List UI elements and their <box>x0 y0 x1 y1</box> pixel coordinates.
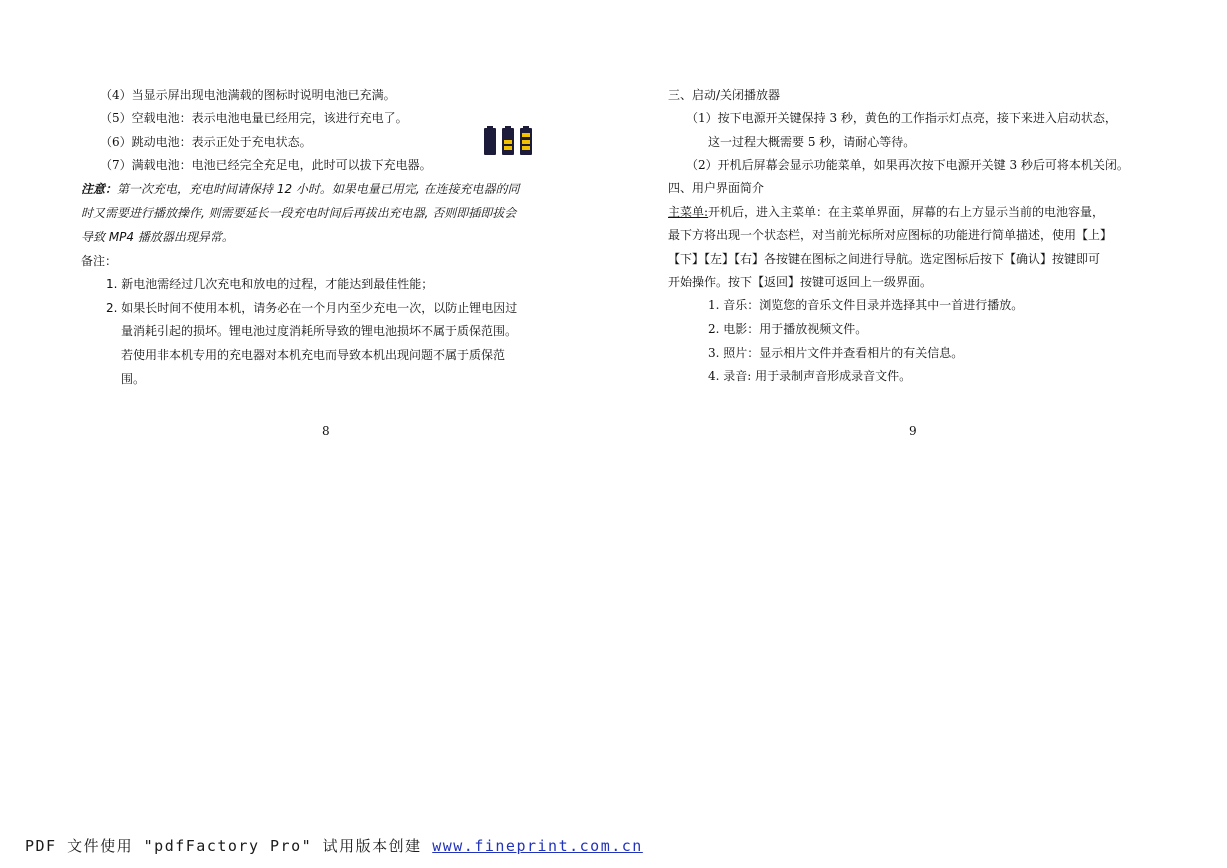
notice-line-1 <box>81 181 520 197</box>
main-menu-label: 主菜单: <box>668 205 709 219</box>
menu-item-movie: 2. 电影：用于播放视频文件。 <box>708 322 868 336</box>
section-4-title: 四、用户界面简介 <box>668 181 765 195</box>
notice-text-1: 第一次充电，充电时间请保持 12 小时。如果电量已用完, 在连接充电器的同 <box>117 182 520 196</box>
notice-label: 注意： <box>81 182 118 196</box>
footer-text: PDF 文件使用 "pdfFactory Pro" 试用版本创建 <box>25 837 433 855</box>
menu-item-record: 4. 录音: 用于录制声音形成录音文件。 <box>708 369 912 383</box>
main-menu-line-2: 最下方将出现一个状态栏，对当前光标所对应图标的功能进行简单描述，使用【上】 <box>668 228 1113 242</box>
main-menu-text-1: 开机后，进入主菜单：在主菜单界面，屏幕的右上方显示当前的电池容量， <box>708 205 1105 219</box>
startup-step-1-line-1: （1）按下电源开关键保持 3 秒，黄色的工作指示灯点亮，接下来进入启动状态， <box>686 111 1117 125</box>
remark-title: 备注： <box>81 254 118 268</box>
notice-line-3: 导致 MP4 播放器出现异常。 <box>81 230 234 244</box>
remark-item-2-line-4: 围。 <box>121 372 146 386</box>
pdf-footer <box>25 835 643 856</box>
notice-line-2: 时又需要进行播放操作, 则需要延长一段充电时间后再拔出充电器, 否则即插即拔会 <box>81 206 517 220</box>
menu-item-music: 1. 音乐：浏览您的音乐文件目录并选择其中一首进行播放。 <box>708 298 1024 312</box>
battery-full-note: （4）当显示屏出现电池满载的图标时说明电池已充满。 <box>100 88 396 102</box>
startup-step-2: （2）开机后屏幕会显示功能菜单，如果再次按下电源开关键 3 秒后可将本机关闭。 <box>686 158 1129 172</box>
startup-step-1-line-2: 这一过程大概需要 5 秒，请耐心等待。 <box>708 135 916 149</box>
main-menu-line-3: 【下】【左】【右】各按键在图标之间进行导航。选定图标后按下【确认】按键即可 <box>668 252 1101 266</box>
section-3-title: 三、启动/关闭播放器 <box>668 88 781 102</box>
remark-item-1: 1. 新电池需经过几次充电和放电的过程，才能达到最佳性能； <box>106 277 434 291</box>
battery-icons <box>483 126 535 155</box>
battery-charging-note: （6）跳动电池：表示正处于充电状态。 <box>100 135 312 149</box>
battery-loaded-note: （7）满载电池：电池已经完全充足电，此时可以拔下充电器。 <box>100 158 432 172</box>
battery-empty-note: （5）空载电池：表示电池电量已经用完，该进行充电了。 <box>100 111 408 125</box>
page-number-left: 8 <box>322 424 330 438</box>
menu-item-photo: 3. 照片：显示相片文件并查看相片的有关信息。 <box>708 346 964 360</box>
charging-battery-icon <box>502 126 514 155</box>
remark-item-2-line-2: 量消耗引起的损坏。锂电池过度消耗所导致的锂电池损坏不属于质保范围。 <box>121 324 518 338</box>
page-number-right: 9 <box>909 424 917 438</box>
empty-battery-icon <box>484 126 496 155</box>
full-battery-icon <box>520 126 532 155</box>
remark-item-2-line-1: 2. 如果长时间不使用本机，请务必在一个月内至少充电一次，以防止锂电因过 <box>106 301 518 315</box>
remark-item-2-line-3: 若使用非本机专用的充电器对本机充电而导致本机出现问题不属于质保范 <box>121 348 506 362</box>
main-menu-line-4: 开始操作。按下【返回】按键可返回上一级界面。 <box>668 275 933 289</box>
main-menu-line-1 <box>668 204 1104 220</box>
footer-link[interactable]: www.fineprint.com.cn <box>432 837 643 855</box>
